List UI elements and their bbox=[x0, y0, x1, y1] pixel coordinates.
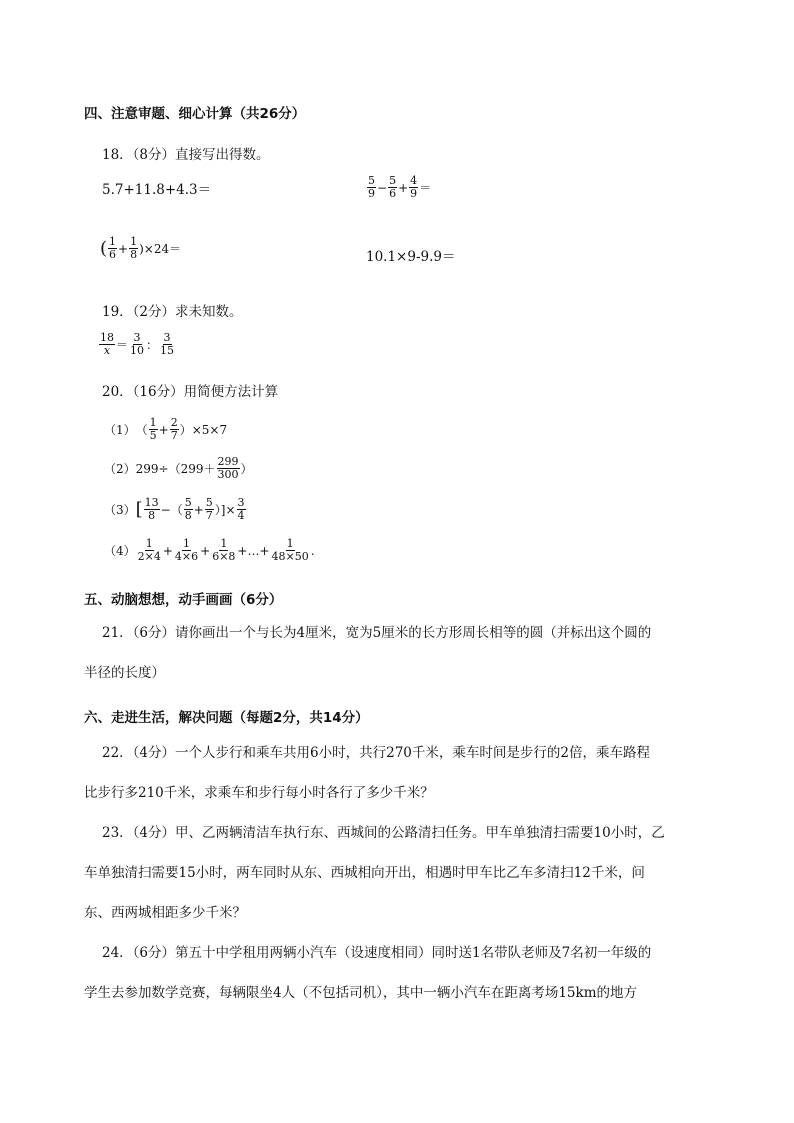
q18-expr-4: 10.1×9-9.9＝ bbox=[366, 249, 456, 265]
q19-title: 19．（2分）求未知数。 bbox=[102, 304, 243, 320]
q19-equation: $\frac{18}{x}$ ＝ $\frac{3}{10}$ ： $\frac{3}{15}$ bbox=[100, 331, 175, 357]
q20-title: 20．（16分）用简便方法计算 bbox=[102, 384, 279, 400]
q21-line-2: 半径的长度） bbox=[84, 665, 165, 681]
fraction: $\frac{5}{6}$ bbox=[389, 174, 397, 200]
fraction: $\frac{299}{300}$ bbox=[217, 455, 239, 481]
q18-expr-1: 5.7+11.8+4.3＝ bbox=[102, 182, 212, 198]
q20-part-4: （4） $\frac{1}{2\times 4}$ + $\frac{1}{4\times 6}$ + $\frac{1}{6\times 8}$ +…+ $\frac{1}{48\times 50}$ . bbox=[104, 537, 315, 563]
fraction: $\frac{1}{5}$ bbox=[149, 416, 157, 442]
section-5-heading: 五、动脑想想，动手画画（6分） bbox=[84, 592, 283, 608]
fraction: $\frac{1}{8}$ bbox=[130, 235, 138, 261]
fraction: $\frac{1}{6\times 8}$ bbox=[212, 537, 236, 563]
fraction: $\frac{1}{4\times 6}$ bbox=[174, 537, 199, 563]
q23-line-3: 东、西两城相距多少千米？ bbox=[84, 905, 246, 921]
q18-expr-3: ( $\frac{1}{6}$ + $\frac{1}{8}$ )×24＝ bbox=[100, 235, 182, 261]
q24-line-1: 24．（6分）第五十中学租用两辆小汽车（设速度相同）同时送1名带队老师及7名初一年级的 bbox=[102, 945, 652, 961]
q22-line-2: 比步行多210千米，求乘车和步行每小时各行了多少千米？ bbox=[84, 785, 434, 801]
fraction: $\frac{1}{2\times 4}$ bbox=[137, 537, 161, 563]
fraction: $\frac{4}{9}$ bbox=[410, 174, 418, 200]
fraction: $\frac{3}{10}$ bbox=[130, 331, 145, 357]
q18-title: 18．（8分）直接写出得数。 bbox=[102, 147, 270, 163]
q20-part-1: （1） （ $\frac{1}{5}$ + $\frac{2}{7}$ ）×5×7 bbox=[104, 416, 228, 442]
fraction: $\frac{5}{9}$ bbox=[368, 174, 375, 200]
q20-part-3: （3） [ $\frac{13}{8}$ −（ $\frac{5}{8}$ + $\frac{5}{7}$ ）]× $\frac{3}{4}$ bbox=[104, 496, 245, 522]
fraction: $\frac{3}{15}$ bbox=[160, 331, 175, 357]
q22-line-1: 22．（4分）一个人步行和乘车共用6小时，共行270千米，乘车时间是步行的2倍，乘车路程 bbox=[102, 745, 650, 761]
section-6-heading: 六、走进生活，解决问题（每题2分，共14分） bbox=[84, 710, 369, 726]
fraction: $\frac{5}{7}$ bbox=[205, 496, 213, 522]
q20-part-2: （2） 299÷（299＋ $\frac{299}{300}$ ） bbox=[104, 455, 253, 481]
fraction: $\frac{2}{7}$ bbox=[170, 416, 178, 442]
q23-line-1: 23．（4分）甲、乙两辆清洁车执行东、西城间的公路清扫任务。甲车单独清扫需要10小时，乙 bbox=[102, 825, 665, 841]
fraction: $\frac{1}{48\times 50}$ bbox=[271, 537, 309, 563]
fraction: $\frac{13}{8}$ bbox=[144, 496, 159, 522]
q18-expr-2: $\frac{5}{9}$ − $\frac{5}{6}$ + $\frac{4}{9}$ ＝ bbox=[368, 174, 432, 200]
section-4-heading: 四、注意审题、细心计算（共26分） bbox=[84, 106, 306, 122]
fraction: $\frac{3}{4}$ bbox=[237, 496, 245, 522]
q21-line-1: 21．（6分）请你画出一个与长为4厘米，宽为5厘米的长方形周长相等的圆（并标出这个圆的 bbox=[102, 625, 652, 641]
q24-line-2: 学生去参加数学竞赛，每辆限坐4人（不包括司机），其中一辆小汽车在距离考场15km的地方 bbox=[84, 985, 637, 1001]
q23-line-2: 车单独清扫需要15小时，两车同时从东、西城相向开出，相遇时甲车比乙车多清扫12千米，问 bbox=[84, 865, 645, 881]
fraction: $\frac{1}{6}$ bbox=[109, 235, 117, 261]
fraction: $\frac{18}{x}$ bbox=[100, 331, 114, 357]
fraction: $\frac{5}{8}$ bbox=[184, 496, 192, 522]
